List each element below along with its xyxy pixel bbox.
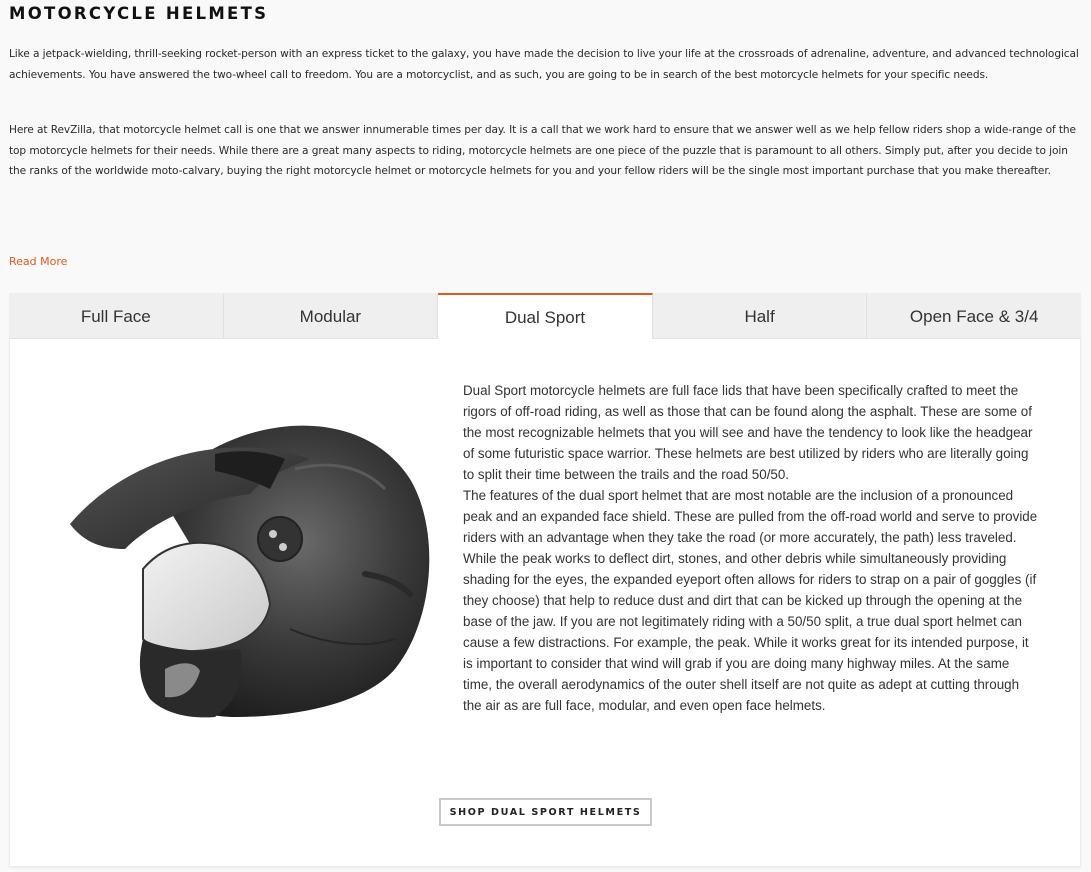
helmet-icon (65, 399, 445, 729)
helmet-type-tabs (9, 293, 1081, 339)
page-title: MOTORCYCLE HELMETS (9, 4, 269, 23)
tab-panel-dual-sport (9, 339, 1081, 867)
tab-description (463, 380, 1038, 716)
description-paragraph-2: The features of the dual sport helmet that are most notable are the inclusion of a pronounced peak and an expanded face shield. These are pulled from the off-road world and serve to provide riders with an advantage when they take the road (or more accurately, the path) less traveled. While the peak works to deflect dirt, stones, and other debris while simultaneously providing shading for the eyes, the expanded eyeport often allows for riders to strap on a pair of goggles (if they choose) that help to reduce dust and dirt that can be kicked up through the opening at the base of the jaw. If you are not legitimately riding with a 50/50 split, a true dual sport helmet can cause a few distractions. For example, the peak. While it works great for its intended purpose, it is important to consider that wind will grab if you are doing many highway miles. At the same time, the overall aerodynamics of the outer shell itself are not quite as adept at cutting through the air as are full face, modular, and even open face helmets. (463, 488, 1038, 713)
tab-open-face[interactable]: Open Face & 3/4 (867, 293, 1081, 338)
shop-dual-sport-button[interactable]: SHOP DUAL SPORT HELMETS (439, 798, 652, 826)
intro-paragraph-1: Like a jetpack-wielding, thrill-seeking rocket-person with an express ticket to the galaxy, you have made the decision to live your life at the crossroads of adrenaline, adventure, and advanced technological achievements. You have answered the two-wheel call to freedom. You are a motorcyclist, and as such, you are going to be in search of the best motorcycle helmets for your specific needs. (9, 48, 1079, 81)
read-more-link[interactable]: Read More (9, 255, 68, 268)
dual-sport-helmet-image (65, 399, 445, 729)
tab-full-face[interactable]: Full Face (9, 293, 224, 338)
tab-dual-sport[interactable]: Dual Sport (438, 293, 653, 340)
tab-modular[interactable]: Modular (224, 293, 439, 338)
intro-paragraph-2: Here at RevZilla, that motorcycle helmet call is one that we answer innumerable times per day. It is a call that we work hard to ensure that we answer well as we help fellow riders shop a wide-range of the top motorcycle helmets for their needs. While there are a great many aspects to riding, motorcycle helmets are one piece of the puzzle that is paramount to all others. Simply put, after you decide to join the ranks of the worldwide moto-calvary, buying the right motorcycle helmet or motorcycle helmets for you and your fellow riders will be the single most important purchase that you make thereafter. (9, 124, 1076, 177)
description-paragraph-1: Dual Sport motorcycle helmets are full face lids that have been specifically crafted to meet the rigors of off-road riding, as well as those that can be found along the asphalt. These are some of the most recognizable helmets that you will see and have the tendency to look like the headgear of some futuristic space warrior. These helmets are best utilized by riders who are literally going to split their time between the trails and the road 50/50. (463, 383, 1033, 482)
tab-half[interactable]: Half (653, 293, 868, 338)
